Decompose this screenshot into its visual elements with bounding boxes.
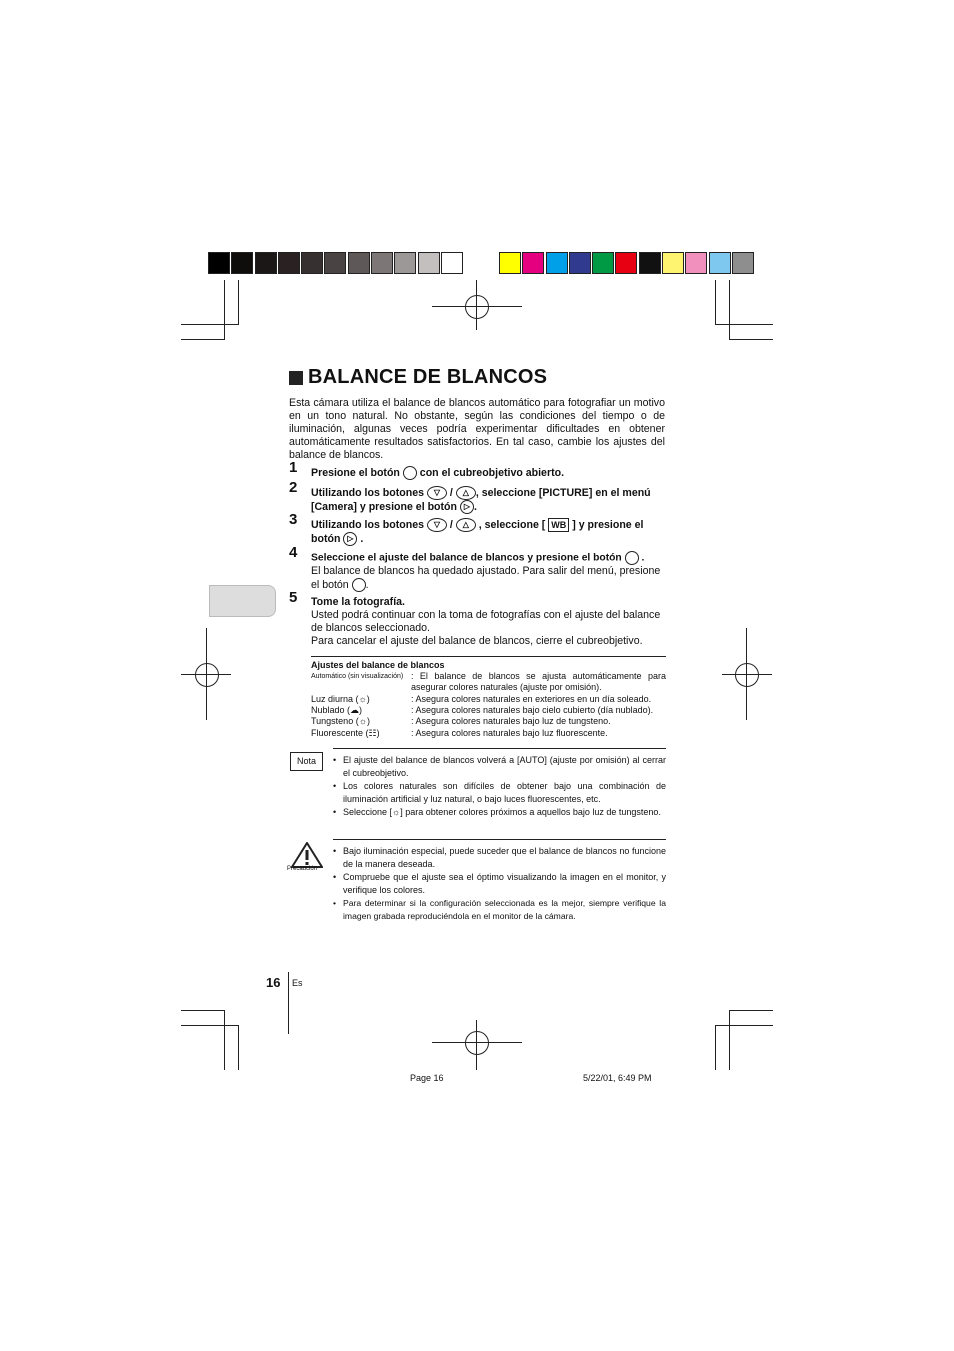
note-item: • Los colores naturales son difíciles de obtener bajo una combinación de iluminación artificial y luz natural, o bajo luces fluorescentes, etc. [333, 780, 666, 806]
color-swatch [639, 252, 661, 274]
crop-mark [729, 339, 773, 340]
step-text: ] y presione el botón [311, 518, 644, 545]
language-code: Es [292, 978, 303, 988]
footer-date: 5/22/01, 6:49 PM [583, 1073, 652, 1083]
crop-mark [238, 280, 239, 325]
nota-icon [290, 752, 323, 771]
color-swatch [569, 252, 591, 274]
wb-value: : Asegura colores naturales bajo cielo cubierto (día nublado). [411, 705, 654, 715]
step-detail: . [365, 578, 369, 591]
crop-mark [729, 280, 730, 340]
ok-button-icon [403, 466, 417, 480]
wb-key: Automático (sin visualización) [311, 673, 404, 680]
square-bullet-icon [289, 371, 303, 385]
page-title [289, 366, 547, 389]
ok-button-icon [625, 551, 639, 565]
registration-mark [465, 1031, 489, 1055]
step-separator: / [449, 518, 453, 531]
section-tab [209, 585, 276, 617]
step-number: 5 [289, 589, 298, 606]
crop-mark [715, 324, 773, 325]
color-swatch [662, 252, 684, 274]
arrow-down-icon: ▽ [427, 486, 447, 500]
color-swatch [208, 252, 230, 274]
crop-mark [729, 1010, 773, 1011]
crop-mark [181, 324, 239, 325]
color-swatch [324, 252, 346, 274]
step-2 [289, 479, 666, 514]
wb-key: Luz diurna (☼) [311, 694, 370, 704]
wb-value: : Asegura colores naturales bajo luz fluorescente. [411, 728, 608, 738]
note-item: • Seleccione [☼] para obtener colores próximos a aquellos bajo luz de tungsteno. [333, 806, 666, 819]
page-number-divider [288, 972, 289, 1034]
step-number: 4 [289, 544, 298, 561]
registration-mark-line [476, 280, 477, 330]
nota-label: Nota [296, 756, 316, 766]
color-swatch [522, 252, 544, 274]
color-swatch [546, 252, 568, 274]
step-number: 2 [289, 479, 298, 496]
wb-value: : Asegura colores naturales bajo luz de tungsteno. [411, 716, 611, 726]
step-text: Seleccione el ajuste del balance de blancos y presione el botón [311, 552, 622, 564]
precaucion-label: Precaución [287, 866, 318, 872]
color-swatch [278, 252, 300, 274]
step-text: , seleccione [PICTURE] en el menú [Camera] y presione el botón [311, 486, 651, 513]
divider [311, 656, 666, 657]
intro-paragraph: Esta cámara utiliza el balance de blancos automático para fotografiar un motivo en un tono natural. No obstante, según las condiciones del tiempo o de iluminación, algunas veces podría experimentar dificultades en obtener automáticamente resultados satisfactorios. En tal caso, cambie los ajustes del balance de blancos. [289, 397, 665, 461]
wb-icon: WB [548, 518, 569, 532]
step-text: . [360, 532, 364, 545]
step-text: . [641, 552, 645, 564]
crop-mark [224, 280, 225, 340]
crop-mark [181, 1010, 225, 1011]
caution-item: • Bajo iluminación especial, puede suceder que el balance de blancos no funcione de la manera deseada. [333, 845, 666, 871]
registration-mark-line [722, 674, 772, 675]
registration-mark-line [476, 1020, 477, 1070]
color-swatch [255, 252, 277, 274]
ok-button-icon [352, 578, 366, 592]
color-swatch [348, 252, 370, 274]
step-3 [289, 511, 666, 546]
registration-mark [465, 295, 489, 319]
crop-mark [238, 1025, 239, 1070]
color-swatch [685, 252, 707, 274]
color-swatch [499, 252, 521, 274]
color-swatch [418, 252, 440, 274]
crop-mark [715, 1025, 773, 1026]
registration-mark-line [432, 1042, 522, 1043]
color-swatch [441, 252, 463, 274]
divider [333, 748, 666, 749]
crop-mark [181, 1025, 239, 1026]
color-swatch [709, 252, 731, 274]
registration-mark-line [206, 628, 207, 720]
color-swatch [592, 252, 614, 274]
step-text: , seleccione [ [478, 518, 546, 531]
footer-page: Page 16 [410, 1073, 444, 1083]
step-text: Tome la fotografía. [311, 596, 405, 608]
step-4 [289, 544, 666, 592]
caution-item: • Compruebe que el ajuste sea el óptimo visualizando la imagen en el monitor, y verifique los colores. [333, 871, 666, 897]
step-text: con el cubreobjetivo abierto. [419, 466, 565, 479]
color-swatch [615, 252, 637, 274]
registration-mark-line [432, 306, 522, 307]
registration-mark [735, 663, 759, 687]
arrow-up-icon: △ [456, 486, 476, 500]
color-swatch [371, 252, 393, 274]
arrow-down-icon: ▽ [427, 518, 447, 532]
step-number: 3 [289, 511, 298, 528]
step-text: . [473, 500, 477, 513]
registration-mark [195, 663, 219, 687]
crop-mark [224, 1010, 225, 1070]
color-swatch [732, 252, 754, 274]
arrow-right-icon: ▷ [460, 500, 474, 514]
step-detail: El balance de blancos ha quedado ajustado. Para salir del menú, presione el botón [311, 565, 661, 591]
crop-mark [181, 339, 225, 340]
arrow-up-icon: △ [456, 518, 476, 532]
step-5 [289, 589, 666, 648]
wb-table-heading: Ajustes del balance de blancos [311, 660, 445, 670]
crop-mark [729, 1010, 730, 1070]
step-1 [289, 459, 666, 480]
note-item: • El ajuste del balance de blancos volverá a [AUTO] (ajuste por omisión) al cerrar el cubreobjetivo. [333, 754, 666, 780]
step-text: Utilizando los botones [311, 486, 424, 499]
crop-mark [715, 1025, 716, 1070]
color-swatch [301, 252, 323, 274]
step-text: Presione el botón [311, 466, 400, 479]
registration-mark-line [746, 628, 747, 720]
warning-icon [291, 842, 323, 868]
step-text: Utilizando los botones [311, 518, 424, 531]
divider [333, 839, 666, 840]
arrow-right-icon: ▷ [343, 532, 357, 546]
step-separator: / [449, 486, 453, 499]
wb-value: : Asegura colores naturales en exteriores en un día soleado. [411, 694, 652, 704]
color-swatch-bar [499, 252, 755, 274]
color-swatch [394, 252, 416, 274]
page-number: 16 [266, 975, 281, 990]
note-list [333, 754, 666, 819]
color-swatch [231, 252, 253, 274]
caution-item: • Para determinar si la configuración seleccionada es la mejor, siempre verifique la imagen grabada reproduciéndola en el monitor de la cámara. [333, 897, 666, 923]
caution-list [333, 845, 666, 923]
step-detail: Para cancelar el ajuste del balance de blancos, cierre el cubreobjetivo. [311, 635, 643, 647]
page-title-text: BALANCE DE BLANCOS [308, 366, 548, 388]
wb-key: Nublado (☁) [311, 705, 363, 715]
gray-swatch-bar [208, 252, 464, 274]
crop-mark [715, 280, 716, 325]
wb-key: Tungsteno (☼) [311, 716, 370, 726]
wb-value: : El balance de blancos se ajusta automáticamente para asegurar colores naturales (ajuste por omisión). [411, 671, 666, 692]
wb-key: Fluorescente (☷) [311, 728, 380, 738]
step-number: 1 [289, 459, 298, 476]
step-detail: Usted podrá continuar con la toma de fotografías con el ajuste del balance de blancos seleccionado. [311, 609, 661, 634]
